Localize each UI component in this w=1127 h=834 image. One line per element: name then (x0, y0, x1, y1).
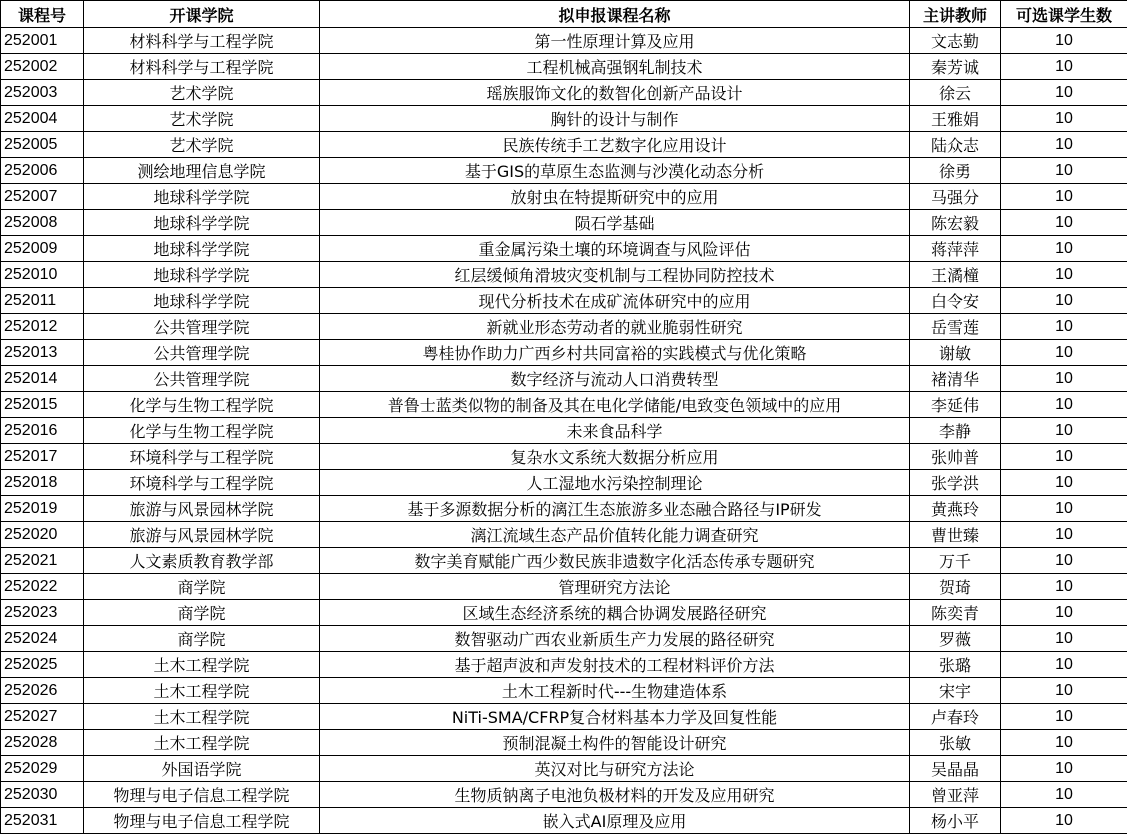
cell-teacher[interactable]: 李延伟 (910, 392, 1001, 418)
cell-course-id[interactable]: 252012 (1, 314, 84, 340)
cell-course-id[interactable]: 252007 (1, 184, 84, 210)
cell-college[interactable]: 人文素质教育教学部 (84, 548, 320, 574)
cell-course-id[interactable]: 252015 (1, 392, 84, 418)
cell-course-id[interactable]: 252027 (1, 704, 84, 730)
cell-college[interactable]: 环境科学与工程学院 (84, 444, 320, 470)
cell-student-count[interactable]: 10 (1001, 652, 1127, 678)
table-row (1, 470, 1127, 496)
cell-student-count[interactable]: 10 (1001, 106, 1127, 132)
header-row (1, 1, 1127, 28)
cell-course-name[interactable]: 预制混凝土构件的智能设计研究 (320, 730, 910, 756)
cell-course-id[interactable]: 252019 (1, 496, 84, 522)
table-row (1, 392, 1127, 418)
table-row (1, 626, 1127, 652)
cell-college[interactable]: 化学与生物工程学院 (84, 418, 320, 444)
cell-teacher[interactable]: 贺琦 (910, 574, 1001, 600)
table-row (1, 366, 1127, 392)
cell-teacher[interactable]: 李静 (910, 418, 1001, 444)
cell-course-id[interactable]: 252018 (1, 470, 84, 496)
cell-college[interactable]: 外国语学院 (84, 756, 320, 782)
table-row (1, 106, 1127, 132)
cell-college[interactable]: 材料科学与工程学院 (84, 54, 320, 80)
table-row (1, 756, 1127, 782)
cell-teacher[interactable]: 秦芳诚 (910, 54, 1001, 80)
cell-teacher[interactable]: 徐云 (910, 80, 1001, 106)
cell-course-id[interactable]: 252020 (1, 522, 84, 548)
cell-course-name[interactable]: 普鲁士蓝类似物的制备及其在电化学储能/电致变色领域中的应用 (320, 392, 910, 418)
cell-college[interactable]: 物理与电子信息工程学院 (84, 808, 320, 834)
cell-student-count[interactable]: 10 (1001, 288, 1127, 314)
cell-course-id[interactable]: 252006 (1, 158, 84, 184)
cell-course-name[interactable]: 复杂水文系统大数据分析应用 (320, 444, 910, 470)
table-row (1, 158, 1127, 184)
cell-college[interactable]: 土木工程学院 (84, 652, 320, 678)
cell-student-count[interactable]: 10 (1001, 132, 1127, 158)
table-row (1, 782, 1127, 808)
cell-college[interactable]: 商学院 (84, 600, 320, 626)
cell-student-count[interactable]: 10 (1001, 756, 1127, 782)
cell-college[interactable]: 旅游与风景园林学院 (84, 496, 320, 522)
cell-course-id[interactable]: 252005 (1, 132, 84, 158)
cell-college[interactable]: 地球科学学院 (84, 288, 320, 314)
cell-course-id[interactable]: 252009 (1, 236, 84, 262)
header-course-id[interactable]: 课程号 (1, 1, 84, 28)
cell-student-count[interactable]: 10 (1001, 496, 1127, 522)
table-row (1, 808, 1127, 834)
table-row (1, 288, 1127, 314)
table-row (1, 444, 1127, 470)
table-row (1, 678, 1127, 704)
cell-course-id[interactable]: 252017 (1, 444, 84, 470)
cell-course-id[interactable]: 252022 (1, 574, 84, 600)
cell-teacher[interactable]: 张敏 (910, 730, 1001, 756)
cell-teacher[interactable]: 曾亚萍 (910, 782, 1001, 808)
cell-teacher[interactable]: 宋宇 (910, 678, 1001, 704)
cell-course-id[interactable]: 252023 (1, 600, 84, 626)
cell-course-name[interactable]: 陨石学基础 (320, 210, 910, 236)
cell-student-count[interactable]: 10 (1001, 626, 1127, 652)
table-row (1, 652, 1127, 678)
cell-student-count[interactable]: 10 (1001, 236, 1127, 262)
cell-course-id[interactable]: 252004 (1, 106, 84, 132)
table-row (1, 496, 1127, 522)
cell-college[interactable]: 艺术学院 (84, 80, 320, 106)
cell-course-id[interactable]: 252008 (1, 210, 84, 236)
cell-college[interactable]: 公共管理学院 (84, 340, 320, 366)
cell-teacher[interactable]: 马强分 (910, 184, 1001, 210)
header-student-count[interactable]: 可选课学生数 (1001, 1, 1127, 28)
cell-student-count[interactable]: 10 (1001, 28, 1127, 54)
cell-course-id[interactable]: 252031 (1, 808, 84, 834)
cell-student-count[interactable]: 10 (1001, 184, 1127, 210)
cell-college[interactable]: 地球科学学院 (84, 236, 320, 262)
cell-student-count[interactable]: 10 (1001, 730, 1127, 756)
cell-college[interactable]: 艺术学院 (84, 106, 320, 132)
cell-course-name[interactable]: 第一性原理计算及应用 (320, 28, 910, 54)
header-teacher[interactable]: 主讲教师 (910, 1, 1001, 28)
cell-teacher[interactable]: 白令安 (910, 288, 1001, 314)
table-row (1, 210, 1127, 236)
cell-teacher[interactable]: 陈宏毅 (910, 210, 1001, 236)
cell-course-name[interactable]: 英汉对比与研究方法论 (320, 756, 910, 782)
cell-teacher[interactable]: 王雅娟 (910, 106, 1001, 132)
cell-teacher[interactable]: 张学洪 (910, 470, 1001, 496)
cell-course-id[interactable]: 252011 (1, 288, 84, 314)
cell-teacher[interactable]: 杨小平 (910, 808, 1001, 834)
cell-course-name[interactable]: 工程机械高强钢轧制技术 (320, 54, 910, 80)
cell-student-count[interactable]: 10 (1001, 54, 1127, 80)
cell-teacher[interactable]: 曹世臻 (910, 522, 1001, 548)
cell-course-name[interactable]: NiTi-SMA/CFRP复合材料基本力学及回复性能 (320, 704, 910, 730)
table-row (1, 132, 1127, 158)
cell-course-name[interactable]: 基于多源数据分析的漓江生态旅游多业态融合路径与IP研发 (320, 496, 910, 522)
cell-student-count[interactable]: 10 (1001, 314, 1127, 340)
table-row (1, 574, 1127, 600)
cell-teacher[interactable]: 卢春玲 (910, 704, 1001, 730)
table-row (1, 522, 1127, 548)
cell-college[interactable]: 公共管理学院 (84, 366, 320, 392)
cell-course-name[interactable]: 新就业形态劳动者的就业脆弱性研究 (320, 314, 910, 340)
cell-student-count[interactable]: 10 (1001, 158, 1127, 184)
cell-student-count[interactable]: 10 (1001, 366, 1127, 392)
cell-college[interactable]: 地球科学学院 (84, 184, 320, 210)
cell-college[interactable]: 土木工程学院 (84, 678, 320, 704)
table-row (1, 236, 1127, 262)
cell-course-id[interactable]: 252003 (1, 80, 84, 106)
cell-course-name[interactable]: 漓江流域生态产品价值转化能力调查研究 (320, 522, 910, 548)
cell-student-count[interactable]: 10 (1001, 418, 1127, 444)
cell-course-id[interactable]: 252024 (1, 626, 84, 652)
cell-college[interactable]: 土木工程学院 (84, 730, 320, 756)
cell-course-name[interactable]: 红层缓倾角滑坡灾变机制与工程协同防控技术 (320, 262, 910, 288)
cell-college[interactable]: 艺术学院 (84, 132, 320, 158)
cell-course-id[interactable]: 252026 (1, 678, 84, 704)
table-row (1, 314, 1127, 340)
cell-student-count[interactable]: 10 (1001, 782, 1127, 808)
cell-college[interactable]: 公共管理学院 (84, 314, 320, 340)
cell-course-name[interactable]: 管理研究方法论 (320, 574, 910, 600)
cell-teacher[interactable]: 蒋萍萍 (910, 236, 1001, 262)
cell-course-name[interactable]: 数字美育赋能广西少数民族非遗数字化活态传承专题研究 (320, 548, 910, 574)
cell-student-count[interactable]: 10 (1001, 548, 1127, 574)
cell-teacher[interactable]: 张帅普 (910, 444, 1001, 470)
cell-college[interactable]: 环境科学与工程学院 (84, 470, 320, 496)
cell-student-count[interactable]: 10 (1001, 808, 1127, 834)
table-row (1, 28, 1127, 54)
cell-teacher[interactable]: 陆众志 (910, 132, 1001, 158)
cell-course-name[interactable]: 瑶族服饰文化的数智化创新产品设计 (320, 80, 910, 106)
cell-course-name[interactable]: 粤桂协作助力广西乡村共同富裕的实践模式与优化策略 (320, 340, 910, 366)
cell-teacher[interactable]: 黄燕玲 (910, 496, 1001, 522)
cell-course-id[interactable]: 252010 (1, 262, 84, 288)
cell-student-count[interactable]: 10 (1001, 574, 1127, 600)
table-row (1, 262, 1127, 288)
table-body (1, 28, 1127, 834)
table-row (1, 54, 1127, 80)
cell-teacher[interactable]: 吴晶晶 (910, 756, 1001, 782)
cell-course-name[interactable]: 土木工程新时代---生物建造体系 (320, 678, 910, 704)
cell-college[interactable]: 商学院 (84, 626, 320, 652)
cell-course-name[interactable]: 基于GIS的草原生态监测与沙漠化动态分析 (320, 158, 910, 184)
cell-course-id[interactable]: 252021 (1, 548, 84, 574)
cell-student-count[interactable]: 10 (1001, 210, 1127, 236)
cell-college[interactable]: 旅游与风景园林学院 (84, 522, 320, 548)
cell-course-name[interactable]: 民族传统手工艺数字化应用设计 (320, 132, 910, 158)
cell-course-name[interactable]: 区域生态经济系统的耦合协调发展路径研究 (320, 600, 910, 626)
cell-course-name[interactable]: 放射虫在特提斯研究中的应用 (320, 184, 910, 210)
cell-student-count[interactable]: 10 (1001, 262, 1127, 288)
table-row (1, 340, 1127, 366)
cell-teacher[interactable]: 王潏橦 (910, 262, 1001, 288)
cell-course-id[interactable]: 252002 (1, 54, 84, 80)
cell-course-name[interactable]: 重金属污染土壤的环境调查与风险评估 (320, 236, 910, 262)
cell-course-id[interactable]: 252001 (1, 28, 84, 54)
cell-student-count[interactable]: 10 (1001, 678, 1127, 704)
cell-student-count[interactable]: 10 (1001, 470, 1127, 496)
cell-course-name[interactable]: 人工湿地水污染控制理论 (320, 470, 910, 496)
cell-course-name[interactable]: 胸针的设计与制作 (320, 106, 910, 132)
cell-course-name[interactable]: 现代分析技术在成矿流体研究中的应用 (320, 288, 910, 314)
cell-course-name[interactable]: 数智驱动广西农业新质生产力发展的路径研究 (320, 626, 910, 652)
cell-student-count[interactable]: 10 (1001, 80, 1127, 106)
table-row (1, 704, 1127, 730)
table-row (1, 730, 1127, 756)
cell-teacher[interactable]: 万千 (910, 548, 1001, 574)
cell-course-name[interactable]: 基于超声波和声发射技术的工程材料评价方法 (320, 652, 910, 678)
cell-teacher[interactable]: 罗薇 (910, 626, 1001, 652)
cell-college[interactable]: 物理与电子信息工程学院 (84, 782, 320, 808)
header-course-name[interactable]: 拟申报课程名称 (320, 1, 910, 28)
cell-course-name[interactable]: 生物质钠离子电池负极材料的开发及应用研究 (320, 782, 910, 808)
cell-course-id[interactable]: 252029 (1, 756, 84, 782)
cell-course-id[interactable]: 252030 (1, 782, 84, 808)
cell-course-name[interactable]: 嵌入式AI原理及应用 (320, 808, 910, 834)
cell-course-name[interactable]: 数字经济与流动人口消费转型 (320, 366, 910, 392)
cell-college[interactable]: 地球科学学院 (84, 210, 320, 236)
cell-student-count[interactable]: 10 (1001, 340, 1127, 366)
cell-student-count[interactable]: 10 (1001, 600, 1127, 626)
cell-teacher[interactable]: 文志勤 (910, 28, 1001, 54)
table-row (1, 548, 1127, 574)
cell-teacher[interactable]: 褚清华 (910, 366, 1001, 392)
table-row (1, 80, 1127, 106)
cell-course-id[interactable]: 252014 (1, 366, 84, 392)
table-row (1, 600, 1127, 626)
cell-college[interactable]: 材料科学与工程学院 (84, 28, 320, 54)
cell-course-id[interactable]: 252028 (1, 730, 84, 756)
cell-teacher[interactable]: 徐勇 (910, 158, 1001, 184)
cell-college[interactable]: 测绘地理信息学院 (84, 158, 320, 184)
cell-college[interactable]: 化学与生物工程学院 (84, 392, 320, 418)
cell-course-id[interactable]: 252016 (1, 418, 84, 444)
cell-course-name[interactable]: 未来食品科学 (320, 418, 910, 444)
cell-student-count[interactable]: 10 (1001, 392, 1127, 418)
header-college[interactable]: 开课学院 (84, 1, 320, 28)
table-row (1, 184, 1127, 210)
table-row (1, 418, 1127, 444)
cell-teacher[interactable]: 张璐 (910, 652, 1001, 678)
cell-student-count[interactable]: 10 (1001, 444, 1127, 470)
cell-student-count[interactable]: 10 (1001, 522, 1127, 548)
cell-teacher[interactable]: 陈奕青 (910, 600, 1001, 626)
cell-teacher[interactable]: 岳雪莲 (910, 314, 1001, 340)
cell-college[interactable]: 商学院 (84, 574, 320, 600)
cell-college[interactable]: 地球科学学院 (84, 262, 320, 288)
cell-college[interactable]: 土木工程学院 (84, 704, 320, 730)
cell-student-count[interactable]: 10 (1001, 704, 1127, 730)
cell-teacher[interactable]: 谢敏 (910, 340, 1001, 366)
cell-course-id[interactable]: 252025 (1, 652, 84, 678)
cell-course-id[interactable]: 252013 (1, 340, 84, 366)
